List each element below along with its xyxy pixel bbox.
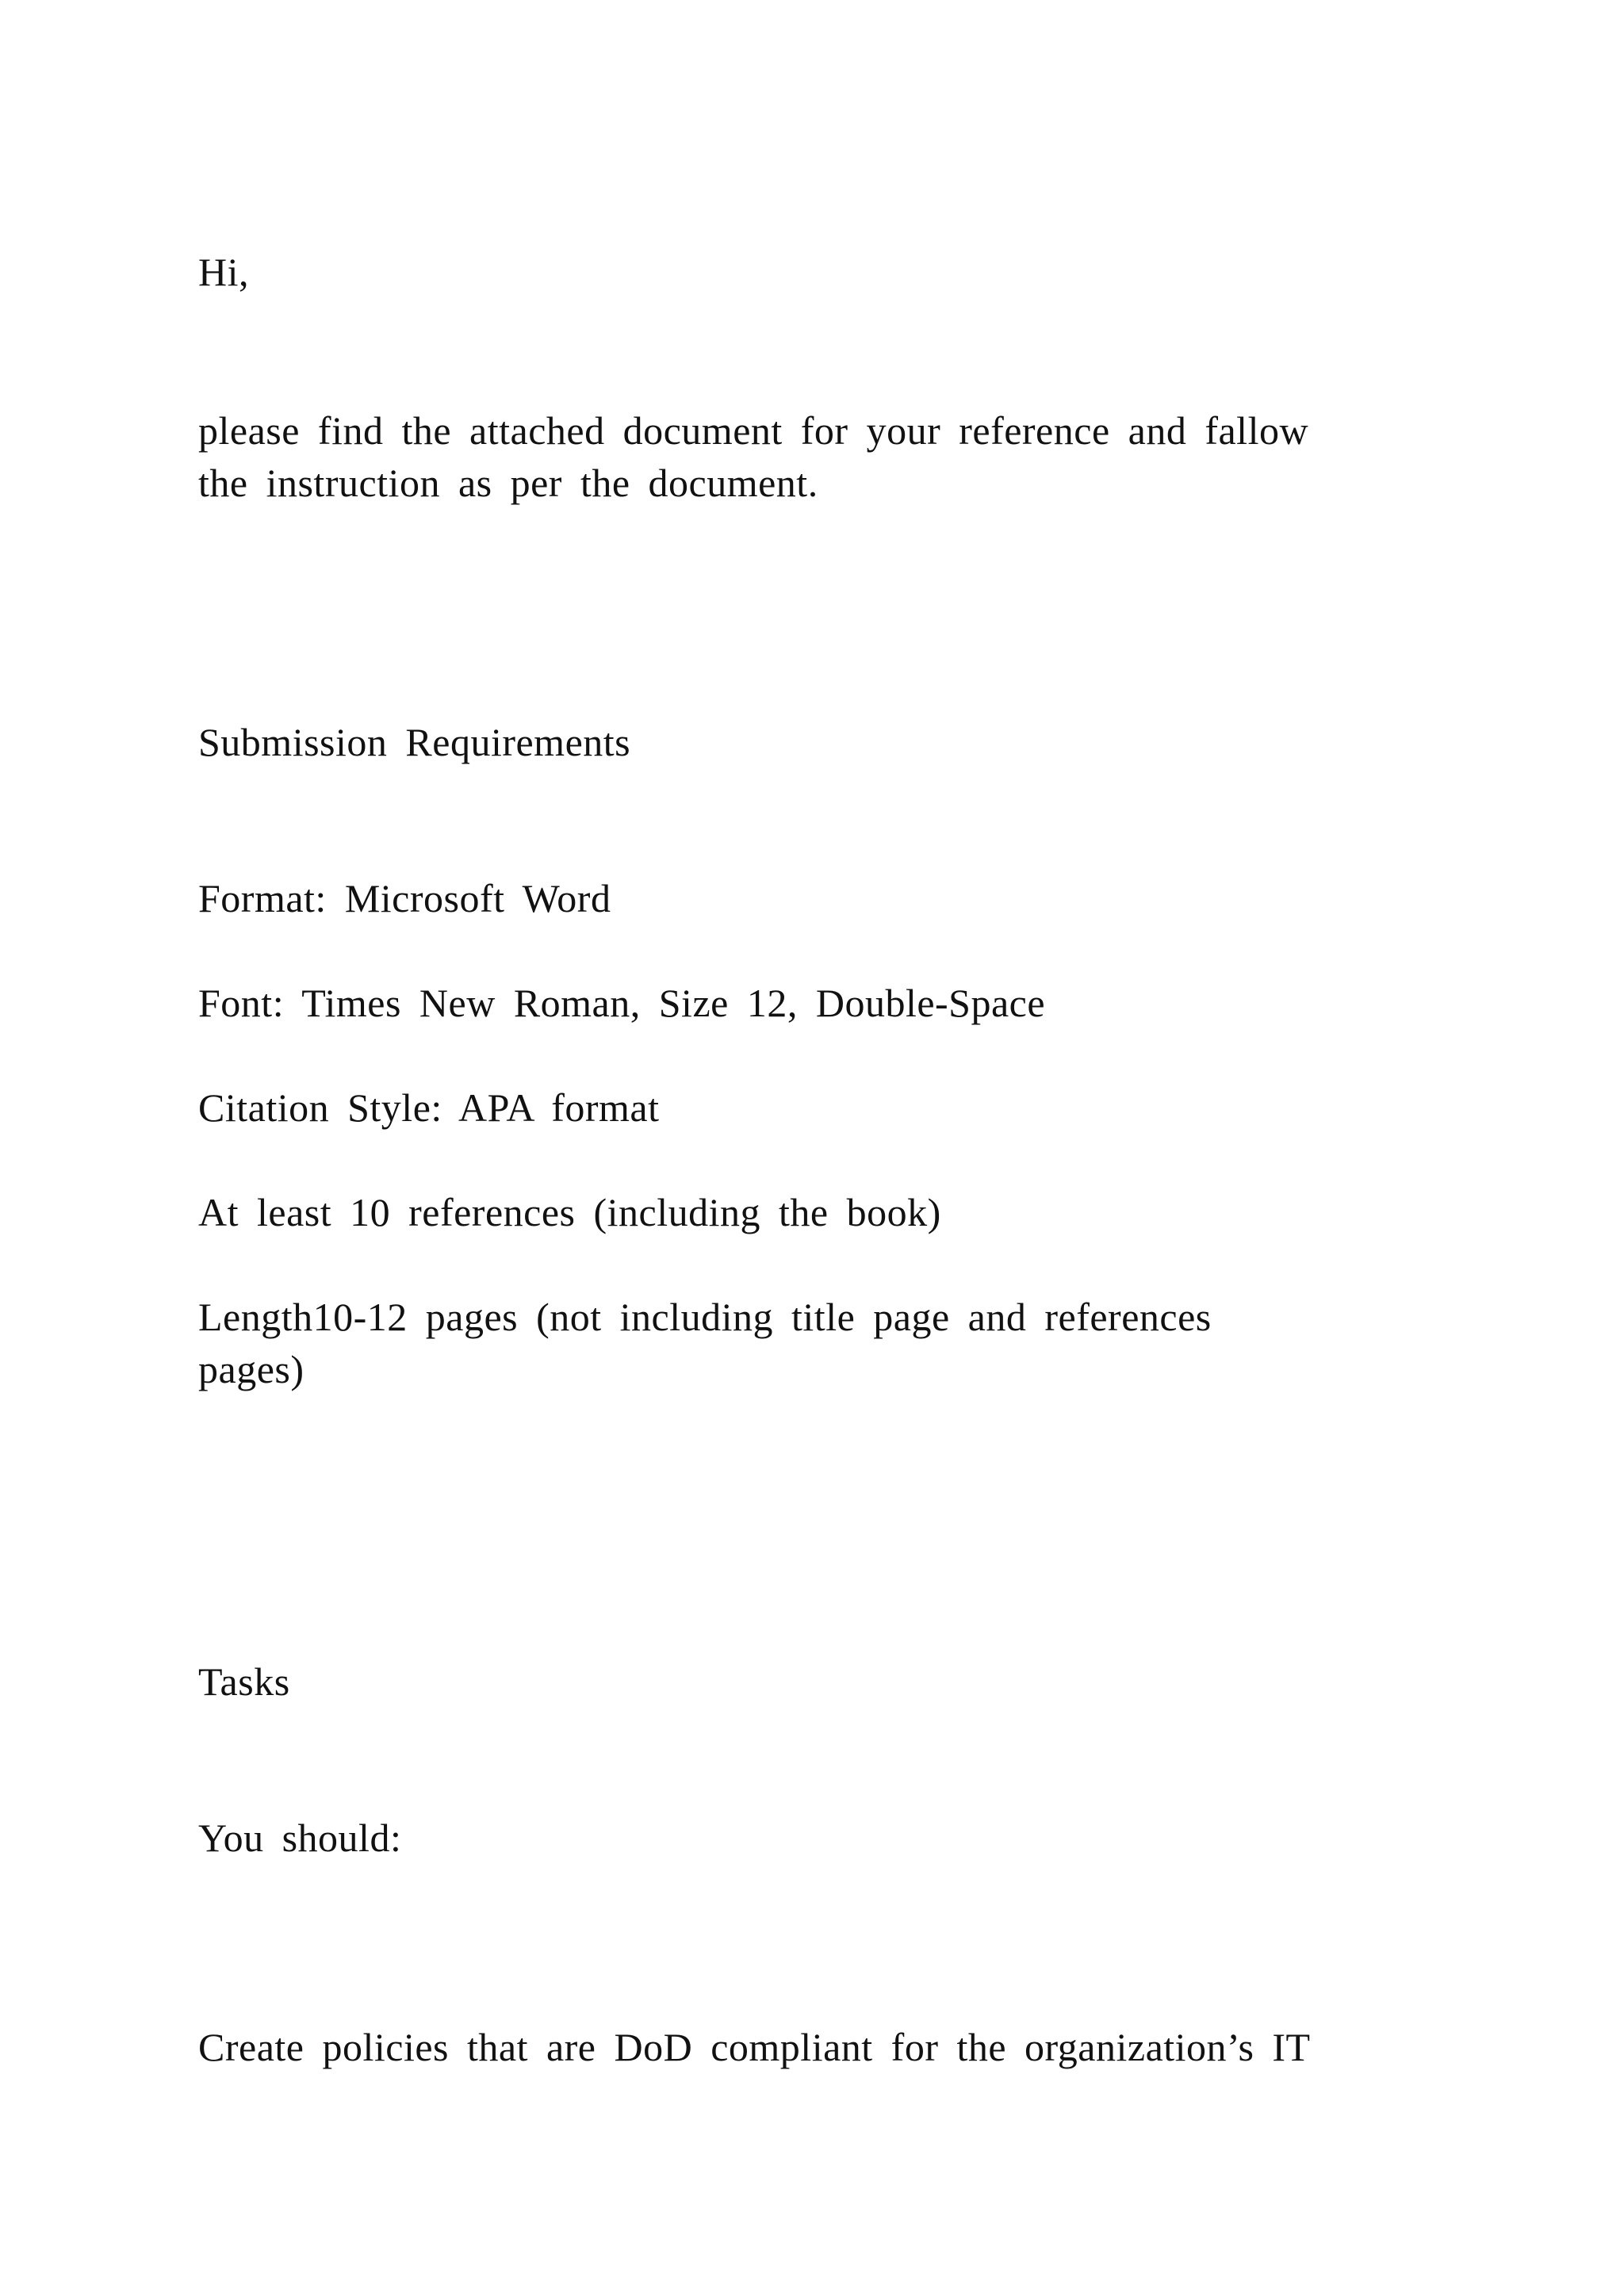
references-requirement: At least 10 references (including the book) — [198, 1190, 941, 1234]
font-requirement: Font: Times New Roman, Size 12, Double-Space — [198, 981, 1046, 1025]
task-item-1: Create policies that are DoD compliant for the organization’s IT — [198, 2025, 1311, 2069]
greeting: Hi, — [198, 250, 249, 294]
length-requirement-line-1: Length10-12 pages (not including title page and references — [198, 1295, 1212, 1339]
length-requirement-line-2: pages) — [198, 1347, 304, 1391]
citation-requirement: Citation Style: APA format — [198, 1085, 660, 1130]
submission-requirements-heading: Submission Requirements — [198, 720, 631, 764]
you-should-label: You should: — [198, 1816, 402, 1860]
intro-text-line-2: the instruction as per the document. — [198, 461, 818, 505]
tasks-heading: Tasks — [198, 1659, 290, 1704]
format-requirement: Format: Microsoft Word — [198, 876, 611, 920]
intro-text-line-1: please find the attached document for your reference and fallow — [198, 408, 1309, 453]
